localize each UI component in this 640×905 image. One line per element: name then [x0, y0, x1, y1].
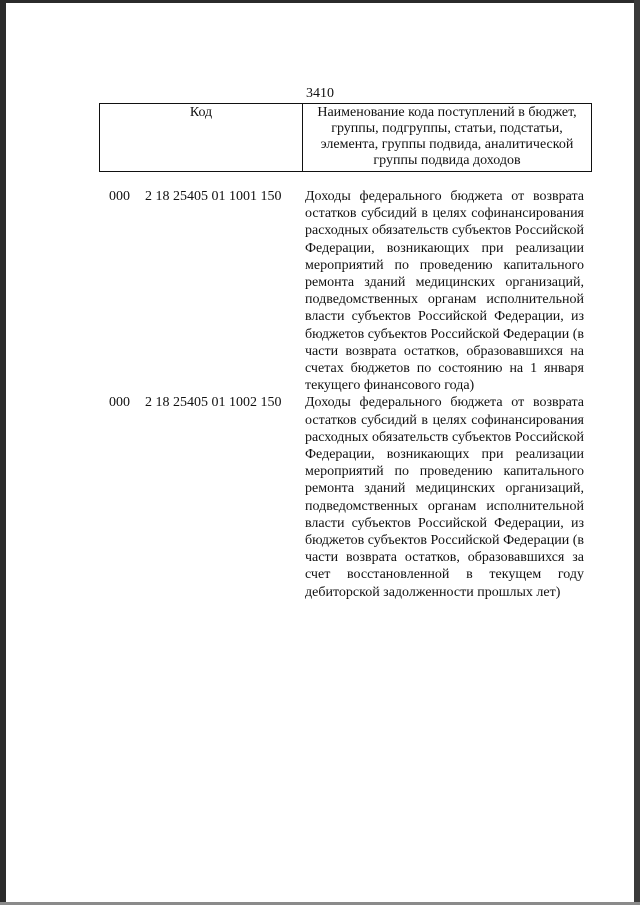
page-number: 3410	[306, 86, 334, 101]
admin-code: 000	[109, 189, 130, 204]
admin-code: 000	[109, 395, 130, 411]
header-code-cell: Код	[100, 104, 303, 172]
table-header-row	[100, 104, 592, 172]
header-name-cell: Наименование кода поступлений в бюджет, группы, подгруппы, статьи, подстатьи, элемента, группы подвида, аналитической группы подвида доходов	[303, 104, 592, 172]
income-code: 2 18 25405 01 1001 150	[145, 189, 282, 204]
table-row	[0, 188, 640, 394]
table-header	[99, 103, 592, 172]
table-body	[0, 188, 640, 601]
income-description: Доходы федерального бюджета от возврата остатков субсидий в целях софинансирования расходных обязательств субъектов Российской Федерации, возникающих при реализации мероприятий по проведению капитального ремонта зданий медицинских организаций, подведомственных органам исполнительной власти субъектов Российской Федерации, из бюджетов субъектов Российской Федерации (в части возврата остатков, образовавшихся на счетах бюджетов по состоянию на 1 января текущего финансового года)	[305, 189, 584, 394]
scan-edge-top	[0, 0, 640, 3]
income-code: 2 18 25405 01 1002 150	[145, 395, 282, 411]
table-row	[0, 394, 640, 600]
income-description: Доходы федерального бюджета от возврата остатков субсидий в целях софинансирования расходных обязательств субъектов Российской Федерации, возникающих при реализации мероприятий по проведению капитального ремонта зданий медицинских организаций, подведомственных органам исполнительной власти субъектов Российской Федерации, из бюджетов субъектов Российской Федерации (в части возврата остатков, образовавшихся за счет восстановленной в текущем году дебиторской задолженности прошлых лет)	[305, 395, 584, 600]
